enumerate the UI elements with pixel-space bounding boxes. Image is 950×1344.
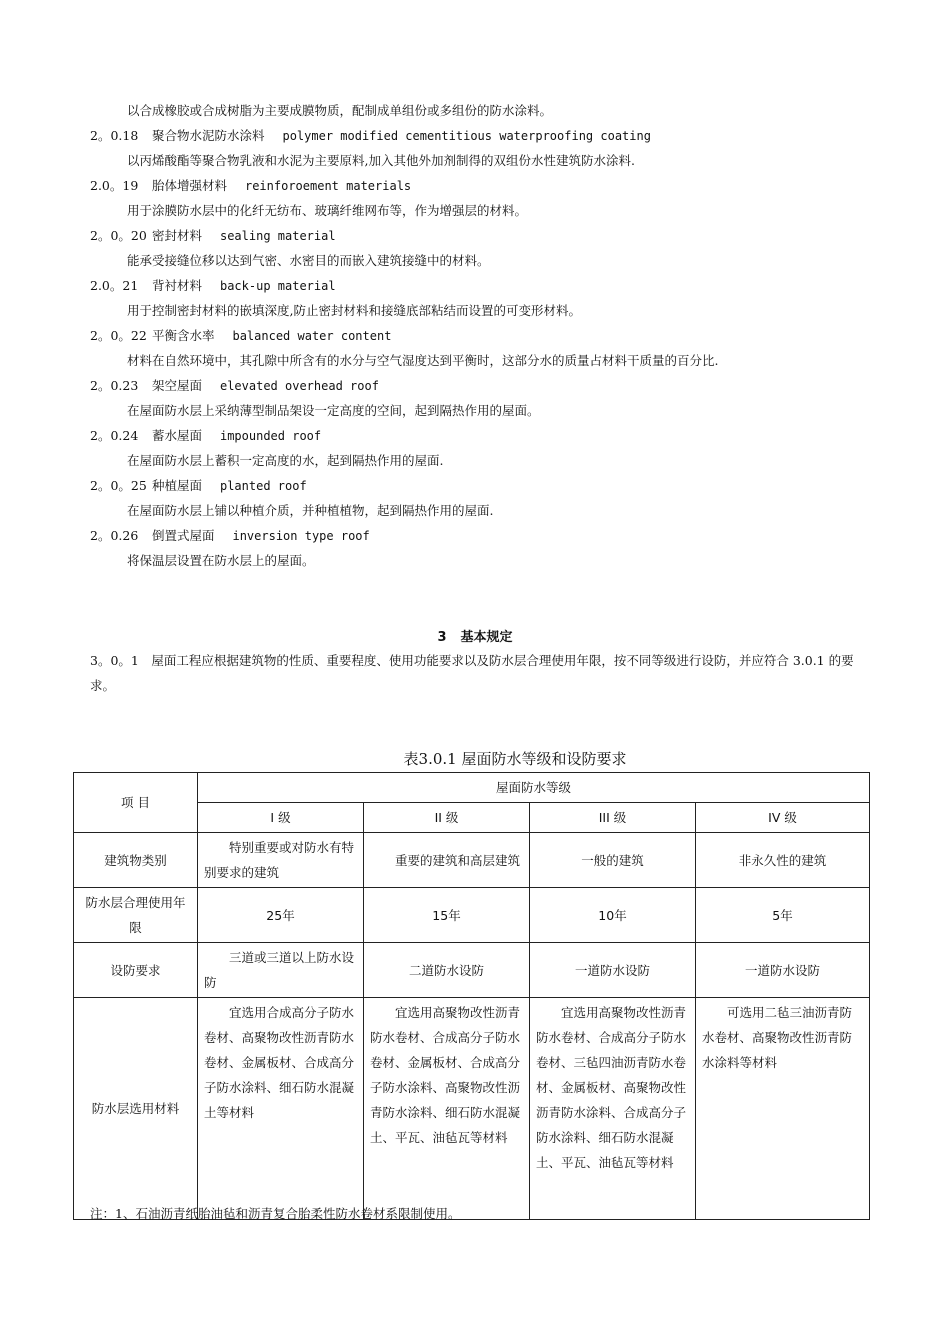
term-number: 2。0.18 <box>90 128 139 143</box>
table-cell: 可选用二毡三油沥青防水卷材、高聚物改性沥青防水涂料等材料 <box>696 998 870 1220</box>
term-english: polymer modified cementitious waterproofing coating <box>282 129 651 143</box>
grade-header-cell: I 级 <box>198 803 364 833</box>
term-english: elevated overhead roof <box>219 379 379 393</box>
term-english: planted roof <box>219 479 307 493</box>
term-number: 2。0。22 <box>90 328 147 343</box>
term-chinese: 种植屋面 <box>151 478 202 493</box>
definition-description: 以丙烯酸酯等聚合物乳液和水泥为主要原料,加入其他外加剂制得的双组份水性建筑防水涂料. <box>127 153 635 168</box>
table-row <box>74 998 870 1220</box>
term-chinese: 胎体增强材料 <box>151 178 227 193</box>
item-header-cell: 项 目 <box>74 773 198 833</box>
definition-term <box>90 477 307 495</box>
term-chinese: 架空屋面 <box>151 378 202 393</box>
section-title: 基本规定 <box>460 630 513 645</box>
definition-description: 以合成橡胶或合成树脂为主要成膜物质，配制成单组份或多组份的防水涂料。 <box>127 103 553 118</box>
table-cell: 一般的建筑 <box>530 833 696 888</box>
definition-description: 用于涂膜防水层中的化纤无纺布、玻璃纤维网布等，作为增强层的材料。 <box>127 203 528 218</box>
term-chinese: 密封材料 <box>151 228 202 243</box>
definition-description: 将保温层设置在防水层上的屋面。 <box>127 553 315 568</box>
term-number: 2。0.26 <box>90 528 139 543</box>
table-cell: 5年 <box>696 888 870 943</box>
table-cell: 宜选用高聚物改性沥青防水卷材、合成高分子防水卷材、金属板材、合成高分子防水涂料、高聚物改性沥青防水涂料、细石防水混凝土、平瓦、油毡瓦等材料 <box>364 998 530 1220</box>
table-note: 注：1、石油沥青纸胎油毡和沥青复合胎柔性防水卷材系限制使用。 <box>90 1206 461 1221</box>
section-number: 3 <box>437 630 447 645</box>
table-cell: 重要的建筑和高层建筑 <box>364 833 530 888</box>
definition-term <box>90 277 336 295</box>
row-label-cell: 设防要求 <box>74 943 198 998</box>
waterproof-grade-table <box>73 772 870 1220</box>
table-cell: 宜选用合成高分子防水卷材、高聚物改性沥青防水卷材、金属板材、合成高分子防水涂料、细石防水混凝土等材料 <box>198 998 364 1220</box>
table-cell: 15年 <box>364 888 530 943</box>
term-chinese: 平衡含水率 <box>151 328 215 343</box>
table-row <box>74 943 870 998</box>
table-cell: 一道防水设防 <box>530 943 696 998</box>
definition-description: 材料在自然环境中，其孔隙中所含有的水分与空气湿度达到平衡时，这部分水的质量占材料干质量的百分比. <box>127 353 719 368</box>
term-english: sealing material <box>219 229 336 243</box>
table-header-row <box>74 773 870 803</box>
definition-description: 用于控制密封材料的嵌填深度,防止密封材料和接缝底部粘结而设置的可变形材料。 <box>127 303 581 318</box>
term-english: back-up material <box>219 279 336 293</box>
definition-term <box>90 527 370 545</box>
grade-header-cell: IV 级 <box>696 803 870 833</box>
term-chinese: 聚合物水泥防水涂料 <box>151 128 265 143</box>
row-label-cell: 防水层合理使用年限 <box>74 888 198 943</box>
table-cell: 一道防水设防 <box>696 943 870 998</box>
term-number: 2。0.23 <box>90 378 139 393</box>
table-row <box>74 888 870 943</box>
term-english: impounded roof <box>219 429 322 443</box>
definition-description: 在屋面防水层上采纳薄型制品架设一定高度的空间，起到隔热作用的屋面。 <box>127 403 540 418</box>
definition-term <box>90 227 336 245</box>
table-cell: 非永久性的建筑 <box>696 833 870 888</box>
table-cell: 10年 <box>530 888 696 943</box>
clause-paragraph: 3。0。1 屋面工程应根据建筑物的性质、重要程度、使用功能要求以及防水层合理使用年限，按不同等级进行设防，并应符合 3.0.1 的要求。 <box>90 653 854 693</box>
term-number: 2。0。20 <box>90 228 147 243</box>
term-number: 2。0。25 <box>90 478 147 493</box>
definition-term <box>90 377 379 395</box>
term-number: 2.0。19 <box>90 178 139 193</box>
table-cell: 三道或三道以上防水设防 <box>198 943 364 998</box>
definition-term <box>90 427 321 445</box>
row-label-cell: 防水层选用材料 <box>74 998 198 1220</box>
definition-term <box>90 127 651 145</box>
definition-term <box>90 177 411 195</box>
definition-description: 能承受接缝位移以达到气密、水密目的而嵌入建筑接缝中的材料。 <box>127 253 490 268</box>
row-label-cell: 建筑物类别 <box>74 833 198 888</box>
table-cell: 25年 <box>198 888 364 943</box>
term-chinese: 倒置式屋面 <box>151 528 215 543</box>
table-cell: 特别重要或对防水有特别要求的建筑 <box>198 833 364 888</box>
table-cell: 宜选用高聚物改性沥青防水卷材、合成高分子防水卷材、三毡四油沥青防水卷材、金属板材、高聚物改性沥青防水涂料、合成高分子防水涂料、细石防水混凝土、平瓦、油毡瓦等材料 <box>530 998 696 1220</box>
table-row <box>74 833 870 888</box>
term-english: balanced water content <box>232 329 392 343</box>
grade-header-cell: II 级 <box>364 803 530 833</box>
term-english: inversion type roof <box>232 529 370 543</box>
term-english: reinforoement materials <box>244 179 412 193</box>
term-chinese: 蓄水屋面 <box>151 428 202 443</box>
term-number: 2.0。21 <box>90 278 139 293</box>
grade-group-header-cell: 屋面防水等级 <box>198 773 870 803</box>
grade-header-cell: III 级 <box>530 803 696 833</box>
definition-term <box>90 327 391 345</box>
definition-description: 在屋面防水层上蓄积一定高度的水，起到隔热作用的屋面. <box>127 453 444 468</box>
definition-description: 在屋面防水层上铺以种植介质，并种植植物，起到隔热作用的屋面. <box>127 503 494 518</box>
table-cell: 二道防水设防 <box>364 943 530 998</box>
term-number: 2。0.24 <box>90 428 139 443</box>
term-chinese: 背衬材料 <box>151 278 202 293</box>
section-heading <box>0 626 950 645</box>
table-caption: 表3.0.1 屋面防水等级和设防要求 <box>403 750 627 768</box>
